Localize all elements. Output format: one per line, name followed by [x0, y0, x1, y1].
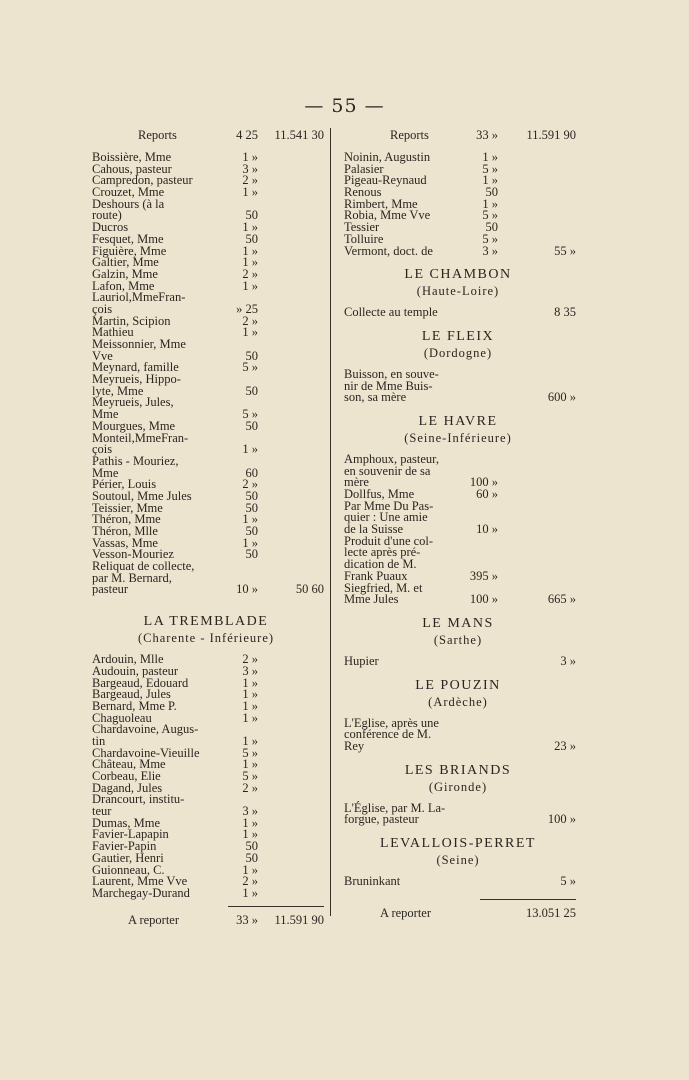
list-item: [88, 373, 324, 385]
entry-name: de la Suisse: [344, 522, 404, 537]
list-item: [340, 186, 576, 198]
list-item: [340, 875, 576, 887]
entry-name: Tessier: [344, 220, 380, 235]
entry-amount: 3 »: [482, 243, 498, 258]
section-title: LEVALLOIS-PERRET: [380, 836, 536, 851]
entry-name: quier : Une amie: [344, 510, 428, 525]
entry-name: A reporter: [380, 906, 432, 920]
entry-amount: 1 »: [242, 535, 258, 550]
entry-amount: 2 »: [242, 313, 258, 328]
entry-name: Vermont, doct. de: [344, 243, 433, 258]
entry-name: Reports: [390, 128, 429, 142]
entry-amount: 1 »: [242, 885, 258, 900]
section-title: LE CHAMBON: [404, 267, 512, 283]
list-item: [88, 583, 324, 595]
entry-amount: 1 »: [242, 710, 258, 725]
entry-name: Renous: [344, 185, 382, 200]
entry-name: Tolluire: [344, 231, 384, 246]
entry-name: Théron, Mme: [92, 512, 161, 527]
entry-name: Hupier: [344, 653, 379, 668]
entry-name: Vassas, Mme: [92, 535, 158, 550]
entry-name: tin: [92, 733, 106, 748]
entry-name: Par Mme Du Pas-: [344, 498, 434, 513]
entry-name: teur: [92, 804, 112, 819]
section-title: LA TREMBLADE: [143, 614, 269, 630]
entry-amount: 60 »: [476, 487, 498, 501]
entry-name: Dumas, Mme: [92, 815, 161, 830]
list-item: [88, 151, 324, 163]
list-item: [88, 525, 324, 537]
entry-amount: 3 »: [242, 161, 258, 176]
entry-name: Buisson, en souve-: [344, 366, 439, 381]
section-title: LES BRIANDS: [404, 762, 512, 778]
list-item: [88, 490, 324, 502]
entry-amount: 5 »: [242, 407, 258, 422]
entry-amount: 1 »: [242, 243, 258, 258]
list-item: [88, 303, 324, 315]
entry-name: Meissonnier, Mme: [92, 337, 186, 351]
list-item: [340, 523, 576, 535]
entry-name: lecte après pré-: [344, 545, 421, 560]
entry-name: conférence de M.: [344, 727, 432, 742]
list-item: [88, 852, 324, 864]
entry-amount: 1 »: [242, 442, 258, 457]
section-region: (Seine): [436, 853, 480, 867]
entry-amount: 1 »: [242, 815, 258, 830]
entry-name: Dollfus, Mme: [344, 487, 415, 501]
section-region: (Charente - Inférieure): [137, 631, 275, 646]
list-item: [88, 793, 324, 805]
entry-amount: 1 »: [482, 196, 498, 211]
entry-amount: 50: [245, 348, 258, 363]
list-item: [88, 396, 324, 408]
entry-name: en souvenir de sa: [344, 463, 431, 478]
entry-name: Cahous, pasteur: [92, 161, 172, 176]
entry-amount: 1 »: [242, 757, 258, 772]
entry-amount: 1 »: [242, 698, 258, 713]
entry-name: Chaguoleau: [92, 710, 152, 725]
entry-amount: 4 25: [236, 128, 258, 142]
list-item: [88, 420, 324, 432]
entry-name: lyte, Mme: [92, 383, 144, 398]
entry-name: mère: [344, 475, 369, 490]
list-item: [88, 665, 324, 677]
entry-amount: 1 »: [482, 150, 498, 164]
entry-amount: 50: [485, 185, 498, 200]
entry-amount: 50: [245, 231, 258, 246]
entry-subtotal: 23 »: [554, 738, 576, 753]
entry-name: Dagand, Jules: [92, 780, 163, 795]
entry-amount: 5 »: [482, 231, 498, 246]
entry-amount: 1 »: [482, 173, 498, 188]
entry-name: Galtier, Mme: [92, 255, 159, 270]
entry-amount: 5 »: [242, 360, 258, 375]
entry-name: Lauriol,MmeFran-: [92, 290, 186, 305]
entry-name: Mme Jules: [344, 592, 399, 607]
entry-amount: » 25: [236, 301, 258, 316]
entry-name: Robia, Mme Vve: [344, 208, 431, 223]
entry-name: Collecte au temple: [344, 305, 438, 320]
entry-amount: 50: [245, 208, 258, 223]
entry-name: Périer, Louis: [92, 477, 157, 492]
entry-amount: 10 »: [476, 522, 498, 537]
entry-name: Favier-Lapapin: [92, 827, 169, 842]
entry-amount: 60: [245, 465, 258, 480]
section-region: (Sarthe): [433, 632, 483, 647]
entry-name: Siegfried, M. et: [344, 580, 423, 595]
entry-subtotal: 3 »: [560, 653, 576, 668]
list-item: [340, 728, 576, 740]
total-rule: [228, 906, 324, 907]
entry-name: Bernard, Mme P.: [92, 698, 177, 713]
entry-name: Pigeau-Reynaud: [344, 173, 427, 188]
entry-name: Amphoux, pasteur,: [344, 451, 439, 466]
entry-amount: 2 »: [242, 173, 258, 188]
section-region: (Dordogne): [423, 345, 493, 360]
entry-name: A reporter: [128, 912, 180, 927]
entry-name: Bruninkant: [344, 874, 401, 888]
entry-name: Rimbert, Mme: [344, 196, 418, 211]
list-item: [88, 560, 324, 572]
entry-name: Crouzet, Mme: [92, 185, 165, 200]
entry-amount: 1 »: [242, 220, 258, 235]
entry-name: Figuière, Mme: [92, 243, 167, 258]
entry-amount: 2 »: [242, 652, 258, 667]
list-item: [88, 735, 324, 747]
list-item: [88, 805, 324, 817]
entry-amount: 1 »: [242, 255, 258, 270]
list-item: [88, 198, 324, 210]
list-item: [340, 813, 576, 825]
entry-name: Bargeaud, Jules: [92, 687, 171, 702]
list-item: [88, 233, 324, 245]
section-region: (Seine-Inférieure): [404, 430, 512, 445]
entry-name: Fesquet, Mme: [92, 231, 164, 246]
entry-amount: 2 »: [242, 266, 258, 281]
list-item: [340, 488, 576, 500]
entry-name: Pathis - Mouriez,: [92, 453, 179, 468]
entry-amount: 1 »: [242, 278, 258, 293]
entry-amount: 50: [245, 383, 258, 398]
page-number: — 55 —: [304, 95, 385, 117]
entry-amount: 1 »: [242, 827, 258, 842]
entry-name: Meynard, famille: [92, 360, 179, 375]
left-column: [88, 127, 324, 928]
list-item: [340, 368, 576, 380]
entry-amount: 50: [245, 850, 258, 865]
entry-amount: 50: [485, 220, 498, 235]
right-column: [340, 127, 576, 921]
entry-name: nir de Mme Buis-: [344, 378, 433, 393]
entry-amount: 50: [245, 547, 258, 562]
entry-amount: 50: [245, 500, 258, 515]
entry-amount: 10 »: [236, 582, 258, 597]
list-item: [340, 391, 576, 403]
entry-name: çois: [92, 301, 113, 316]
list-item: [88, 887, 324, 899]
list-item: [88, 700, 324, 712]
list-item: [340, 453, 576, 465]
entry-name: Palasier: [344, 161, 384, 176]
list-item: [88, 432, 324, 444]
list-item: [340, 655, 576, 667]
list-item: [340, 245, 576, 257]
entry-name: Produit d'une col-: [344, 533, 434, 548]
entry-amount: 1 »: [242, 675, 258, 690]
entry-name: son, sa mère: [344, 390, 407, 405]
spacer: [88, 595, 324, 603]
list-item: [340, 306, 576, 318]
entry-name: par M. Bernard,: [92, 570, 172, 585]
entry-subtotal: 50 60: [295, 582, 324, 597]
entry-amount: 1 »: [242, 185, 258, 200]
list-item: [88, 291, 324, 303]
entry-amount: 2 »: [242, 780, 258, 795]
entry-amount: 33 »: [236, 912, 258, 927]
entry-name: Meyrueis, Jules,: [92, 395, 174, 410]
entry-name: Martin, Scipion: [92, 313, 171, 328]
entry-name: Marchegay-Durand: [92, 885, 190, 900]
entry-name: Gautier, Henri: [92, 850, 164, 865]
entry-name: Drancourt, institu-: [92, 792, 185, 807]
entry-subtotal: 5 »: [560, 874, 576, 888]
entry-name: Mathieu: [92, 325, 134, 340]
entry-name: Vve: [92, 348, 113, 363]
entry-subtotal: 11.541 30: [274, 128, 324, 142]
section-region: (Ardèche): [428, 694, 488, 709]
entry-name: Campredon, pasteur: [92, 173, 193, 188]
list-item: [88, 455, 324, 467]
entry-name: Boissière, Mme: [92, 150, 172, 164]
entry-name: Laurent, Mme Vve: [92, 874, 188, 889]
entry-name: Théron, Mlle: [92, 524, 158, 538]
entry-name: Mme: [92, 407, 119, 422]
entry-amount: 50: [245, 839, 258, 854]
list-item: [88, 268, 324, 280]
entry-amount: 5 »: [482, 208, 498, 223]
entry-subtotal: 100 »: [547, 812, 576, 827]
entry-name: Vesson-Mouriez: [92, 547, 174, 562]
entry-name: çois: [92, 442, 113, 457]
list-item: [88, 770, 324, 782]
entry-name: Soutoul, Mme Jules: [92, 488, 192, 503]
entry-name: Monteil,MmeFran-: [92, 430, 189, 445]
list-item: [340, 740, 576, 752]
entry-subtotal: 665 »: [547, 592, 576, 607]
list-item: [340, 151, 576, 163]
entry-amount: 2 »: [242, 477, 258, 492]
entry-name: Ducros: [92, 220, 129, 235]
entry-name: Guionneau, C.: [92, 862, 165, 877]
list-item: [340, 570, 576, 582]
section-title: LE MANS: [422, 615, 494, 631]
entry-name: Reliquat de collecte,: [92, 559, 195, 574]
entry-amount: 100 »: [469, 475, 498, 490]
total-rule: [480, 899, 576, 900]
section-title: LE FLEIX: [421, 328, 495, 344]
entry-name: Lafon, Mme: [92, 278, 155, 293]
entry-name: Chardavoine-Vieuille: [92, 745, 200, 760]
entry-amount: 1 »: [242, 687, 258, 702]
entry-amount: 50: [245, 524, 258, 538]
entry-amount: 1 »: [242, 862, 258, 877]
entry-amount: 5 »: [482, 161, 498, 176]
entry-amount: 1 »: [242, 733, 258, 748]
entry-name: Corbeau, Elie: [92, 769, 161, 783]
entry-name: Audouin, pasteur: [92, 663, 179, 678]
entry-amount: 3 »: [242, 663, 258, 678]
list-item: [88, 186, 324, 198]
entry-name: Mme: [92, 465, 119, 480]
entry-name: Reports: [138, 128, 177, 142]
entry-name: Ardouin, Mlle: [92, 652, 164, 667]
list-item: [340, 465, 576, 477]
entry-subtotal: 8 35: [554, 305, 576, 320]
list-item: [88, 338, 324, 350]
entry-amount: 33 »: [476, 128, 498, 142]
entry-amount: 3 »: [242, 804, 258, 819]
list-item: [340, 233, 576, 245]
entry-name: Deshours (à la: [92, 196, 165, 211]
entry-name: Chardavoine, Augus-: [92, 722, 199, 737]
entry-name: Frank Puaux: [344, 568, 408, 583]
entry-amount: 100 »: [469, 592, 498, 607]
section-region: (Haute-Loire): [416, 284, 500, 299]
entry-subtotal: 11.591 90: [274, 912, 324, 927]
total-row: [88, 912, 324, 928]
reports-row: [88, 127, 324, 143]
entry-name: Teissier, Mme: [92, 500, 163, 515]
total-row: [340, 905, 576, 921]
section-title: LE POUZIN: [415, 677, 501, 693]
entry-name: L'Eglise, après une: [344, 715, 439, 730]
entry-amount: 5 »: [242, 745, 258, 760]
entry-amount: 1 »: [242, 150, 258, 164]
entry-subtotal: 13.051 25: [526, 906, 576, 920]
entry-name: Bargeaud, Edouard: [92, 675, 189, 690]
entry-name: L'Église, par M. La-: [344, 800, 446, 815]
section-region: (Gironde): [428, 779, 488, 794]
list-item: [88, 723, 324, 735]
entry-name: Meyrueis, Hippo-: [92, 372, 181, 387]
entry-name: Château, Mme: [92, 757, 166, 772]
entry-amount: 50: [245, 488, 258, 503]
entry-amount: 50: [245, 418, 258, 433]
entry-name: Rey: [344, 738, 365, 753]
column-divider: [330, 128, 331, 916]
entry-amount: 395 »: [469, 568, 498, 583]
entry-name: pasteur: [92, 582, 129, 597]
entry-amount: 1 »: [242, 325, 258, 340]
entry-name: Galzin, Mme: [92, 266, 158, 281]
reports-row: [340, 127, 576, 143]
entry-name: Mourgues, Mme: [92, 418, 176, 433]
entry-name: route): [92, 208, 122, 223]
entry-amount: 5 »: [242, 769, 258, 783]
entry-subtotal: 600 »: [547, 390, 576, 405]
section-title: LE HAVRE: [418, 413, 498, 429]
entry-subtotal: 11.591 90: [526, 128, 576, 142]
entry-name: forgue, pasteur: [344, 812, 419, 827]
entry-name: dication de M.: [344, 557, 417, 572]
entry-subtotal: 55 »: [554, 243, 576, 258]
entry-amount: 2 »: [242, 874, 258, 889]
entry-name: Favier-Papin: [92, 839, 157, 854]
entry-name: Noinin, Augustin: [344, 150, 431, 164]
entry-amount: 1 »: [242, 512, 258, 527]
list-item: [340, 593, 576, 605]
